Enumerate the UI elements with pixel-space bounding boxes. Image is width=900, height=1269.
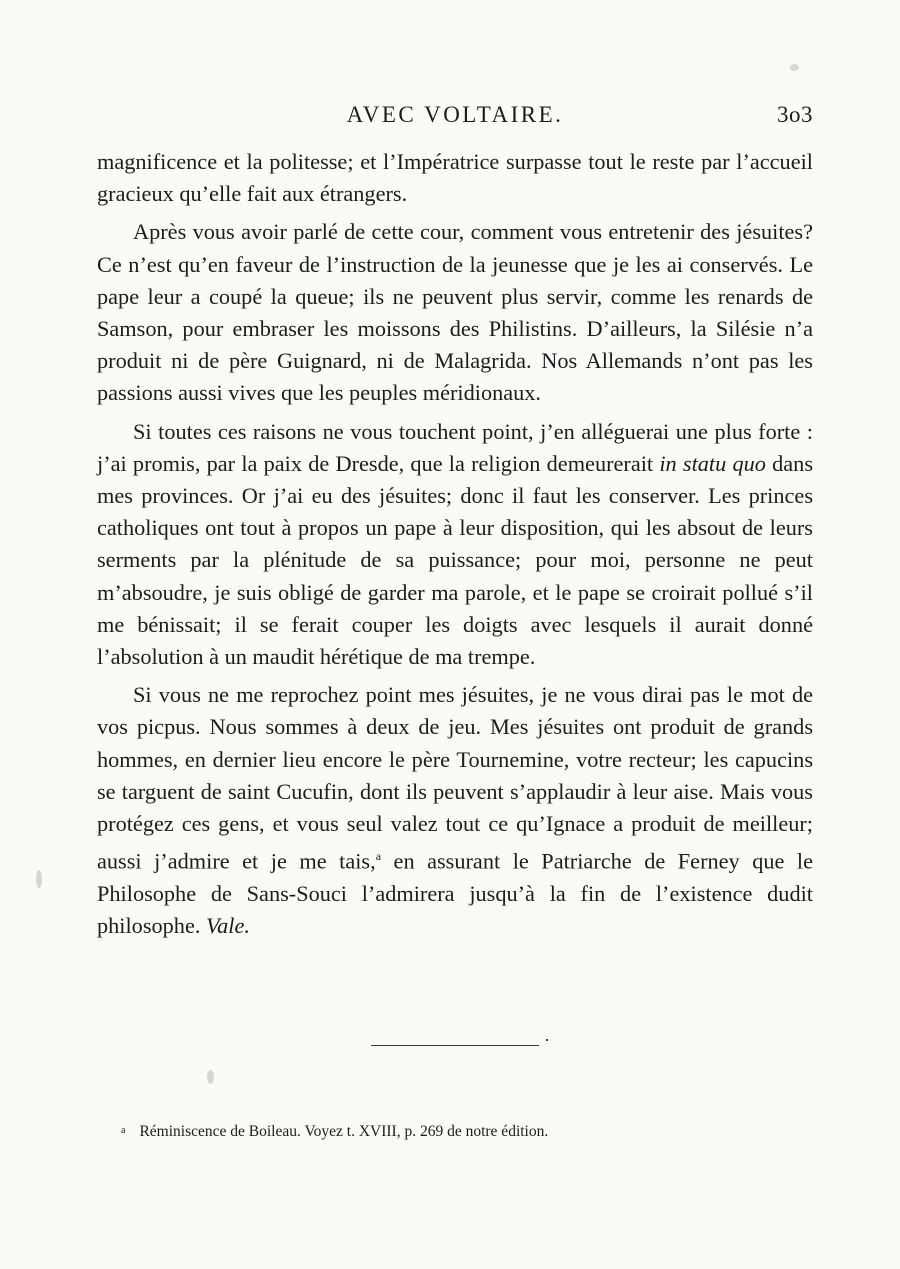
page-number: 3o3 xyxy=(777,102,813,127)
paper-speck xyxy=(207,1070,214,1084)
italic-phrase: in statu quo xyxy=(659,450,766,476)
letter-body xyxy=(97,146,813,942)
paper-speck xyxy=(790,64,799,71)
running-title: AVEC VOLTAIRE. xyxy=(346,102,564,127)
paper-speck xyxy=(36,870,42,888)
footnote xyxy=(121,1121,821,1142)
paragraph-2: Après vous avoir parlé de cette cour, comment vous entretenir des jésuites? Ce n’est qu’en faveur de l’instruction de la jeunesse que je les ai conservés. Le pape leur a coupé la queue; ils ne peuvent plus servir, comme les renards de Samson, pour embraser les moissons des Philistins. D’ailleurs, la Silésie n’a produit ni de père Guignard, ni de Malagrida. Nos Allemands n’ont pas les passions aussi vives que les peuples méridionaux. xyxy=(97,219,813,406)
paragraph-3-text-b: dans mes provinces. Or j’ai eu des jésuites; donc il faut les conserver. Les princes catholiques ont tout à propos un pape à leur disposition, qui les absout de leurs serments par la plénitude de sa puissance; pour moi, personne ne peut m’absoudre, je suis obligé de garder ma parole, et le pape se croirait pollué s’il me bénissait; il se ferait couper les doigts avec lesquels il aurait donné l’absolution à un maudit hérétique de ma trempe. xyxy=(97,450,814,670)
rule-dot xyxy=(546,1039,548,1041)
paragraph-3 xyxy=(97,416,813,674)
footnote-text: Réminiscence de Boileau. Voyez t. XVIII, p. 269 de notre édition. xyxy=(139,1123,549,1140)
running-head xyxy=(97,102,813,134)
footnote-mark: a xyxy=(121,1125,126,1136)
paragraph-3-text-a: Si toutes ces raisons ne vous touchent point, j’en alléguerai une plus forte : j’ai promis, par la paix de Dresde, que la religion demeurerait xyxy=(97,418,813,476)
closing-vale: Vale. xyxy=(206,913,250,939)
paragraph-4-text-a: Si vous ne me reprochez point mes jésuites, je ne vous dirai pas le mot de vos picpus. Nous sommes à deux de jeu. Mes jésuites ont produit de grands hommes, en dernier lieu encore le père Tournemine, votre recteur; les capucins se targuent de saint Cucufin, dont ils peuvent s’applaudir à leur aise. Mais vous protégez ces gens, et vous seul valez tout ce qu’Ignace a produit de meilleur; aussi j’admire et je me tais, xyxy=(97,682,813,874)
footnote-ref[interactable]: a xyxy=(375,849,382,864)
paragraph-1: magnificence et la politesse; et l’Impératrice surpasse tout le reste par l’accueil gracieux qu’elle fait aux étrangers. xyxy=(97,149,813,207)
paragraph-4-text-b: en assurant le Patriarche de Ferney que le Philosophe de Sans-Souci l’admirera jusqu’à la fin de l’existence dudit philosophe. xyxy=(97,848,814,939)
section-rule xyxy=(371,1045,539,1046)
paragraph-4 xyxy=(97,679,813,942)
